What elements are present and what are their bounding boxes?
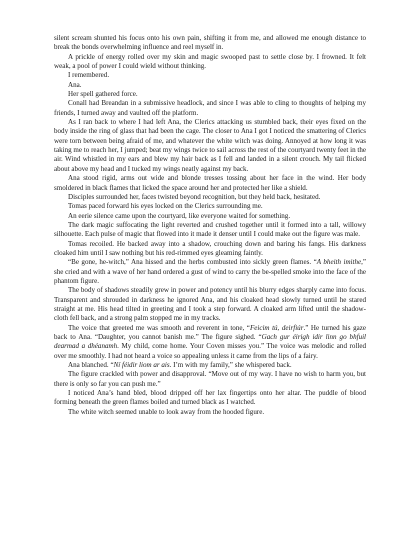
text-run: An eerie silence came upon the courtyard, like everyone waited for something. (68, 211, 291, 220)
paragraph (54, 90, 366, 99)
text-run: .” He turned his gaze back to Ana. “Daughter, you cannot banish me.” The figure sighed. “ (54, 323, 366, 341)
text-run: As I ran back to where I had left Ana, the Clerics attacking us stumbled back, their eyes fixed on the body inside the ring of glass that had been the cage. The closer to Ana I got I noticed the smattering of Clerics were torn between being afraid of me, and whatever the white witch was doing. Annoyed at how long it was taking me to reach her, I jumped; beat my wings twice to sail across the rest of the courtyard twenty feet in the air. Wind whistled in my ears and blew my hair back as I fell and landed in a silent crouch. My tail flicked about above my head and I tucked my wings neatly against my back. (54, 118, 366, 173)
text-run: Tomas paced forward his eyes locked on the Clerics surrounding me. (68, 202, 263, 211)
paragraph (54, 258, 366, 286)
paragraph (54, 221, 366, 240)
paragraph (54, 202, 366, 211)
text-run: Ana blanched. “ (68, 361, 114, 370)
paragraph (54, 286, 366, 323)
text-run: Ana. (68, 80, 82, 89)
paragraph (54, 71, 366, 80)
text-run: “Be gone, he-witch,” Ana hissed and the herbs combusted into sickly green flames. “ (68, 258, 317, 267)
text-run: Disciples surrounded her, faces twisted beyond recognition, but they held back, hesitated. (68, 192, 321, 201)
paragraph (54, 408, 366, 417)
body-text (54, 34, 366, 417)
italic-phrase: Gach gur éirigh idir linn go bhfuil dearmad a dhéanamh (54, 333, 367, 351)
text-run: The dark magic suffocating the light reverted and crushed together until it formed into a tall, willowy silhouette. Each pulse of magic that flowed into it made it denser until I could make out the figure was male. (54, 220, 366, 239)
text-run: . My child, come home. Your Coven misses you.” The voice was melodic and rolled over me smoothly. I had not heard a voice so appealing unless it came from the lips of a fairy. (54, 342, 366, 360)
paragraph (54, 99, 366, 118)
italic-phrase: A bheith imithe (316, 258, 362, 267)
text-run: The white witch seemed unable to look away from the hooded figure. (68, 407, 265, 416)
paragraph (54, 361, 366, 370)
text-run: I noticed Ana’s hand bled, blood dripped off her lax fingertips onto her altar. The puddle of blood forming beneath the green flames boiled and turned black as I watched. (54, 389, 366, 407)
paragraph (54, 34, 366, 53)
text-run: . I’m with my family,” she whispered back. (169, 361, 292, 370)
paragraph (54, 174, 366, 193)
paragraph (54, 389, 366, 408)
paragraph (54, 212, 366, 221)
paragraph (54, 324, 366, 361)
italic-phrase: Feicim tú, deirfiúr (249, 323, 304, 332)
text-run: The body of shadows steadily grew in power and potency until his blurry edges sharply came into focus. Transparent and shrouded in darkness he ignored Ana, and his cloaked head slowly turned until he stared straight at me. His head tilted in greeting and I took a step forward. A cloaked arm lifted until the shadow-cloth fell back, and a strong palm stopped me in my tracks. (54, 286, 366, 323)
text-run: Conall had Breandan in a submissive headlock, and since I was able to cling to thoughts of helping my friends, I turned away and vaulted off the platform. (54, 99, 366, 117)
text-run: ,” she cried and with a wave of her hand ordered a gust of wind to carry the be-spelled smoke into the face of the phantom figure. (54, 258, 366, 285)
paragraph (54, 81, 366, 90)
paragraph (54, 118, 366, 174)
text-run: I remembered. (68, 71, 110, 80)
text-run: A prickle of energy rolled over my skin and magic swooped past to settle close by. I frowned. It felt weak, a pool of power I could wield without thinking. (54, 52, 366, 71)
paragraph (54, 370, 366, 389)
italic-phrase: Ní féidir liom ar ais (113, 361, 170, 370)
paragraph (54, 53, 366, 72)
text-run: The voice that greeted me was smooth and reverent in tone, “ (68, 323, 250, 332)
text-run: silent scream shunted his focus onto his own pain, shifting it from me, and allowed me enough distance to break the bonds overwhelming influence and reel myself in. (54, 34, 366, 52)
paragraph (54, 240, 366, 259)
text-run: Her spell gathered force. (68, 90, 138, 99)
text-run: Ana stood rigid, arms out wide and blonde tresses tossing about her face in the wind. Her body smoldered in black flames that licked the space around her and protected her like a shield. (54, 174, 366, 192)
paragraph (54, 193, 366, 202)
text-run: The figure crackled with power and disapproval. “Move out of my way. I have no wish to harm you, but there is only so far you can push me.” (54, 370, 366, 388)
text-run: Tomas recoiled. He backed away into a shadow, crouching down and baring his fangs. His darkness cloaked him until I saw nothing but his red-rimmed eyes gleaming faintly. (54, 239, 366, 257)
